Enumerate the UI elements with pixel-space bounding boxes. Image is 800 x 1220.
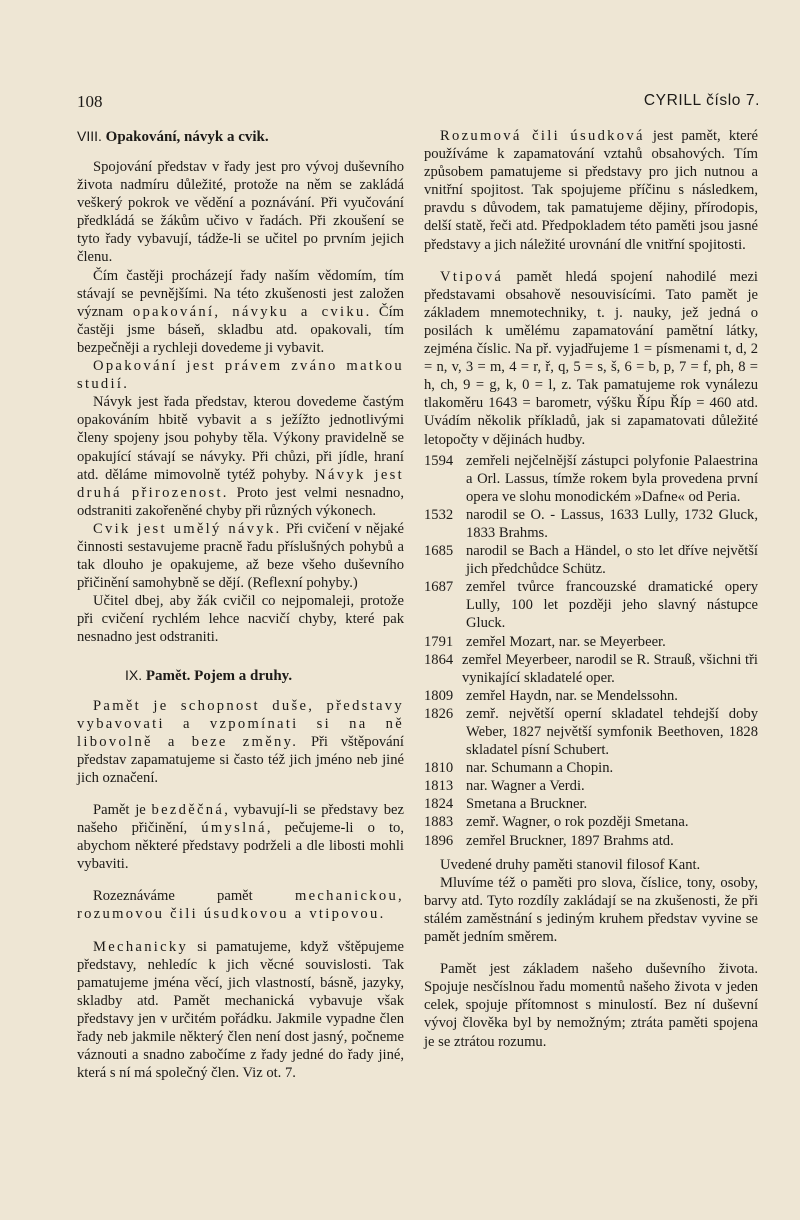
timeline-year: 1824 xyxy=(424,796,454,813)
timeline-text: zemřel tvůrce francouzské dramatické opery Lully, 100 let později jeho slavný nástupce Gluck. xyxy=(466,579,758,632)
paragraph: Rozeznáváme pamět mechanickou, rozumovou čili úsudkovou a vtipovou. xyxy=(77,888,404,923)
page-number: 108 xyxy=(77,92,103,111)
section-numeral: VIII. xyxy=(77,128,102,144)
timeline-item xyxy=(424,506,758,542)
section-title: Pamět. Pojem a druhy. xyxy=(145,667,293,684)
timeline-text: zemř. Wagner, o rok později Smetana. xyxy=(466,814,689,831)
timeline-year: 1896 xyxy=(424,832,454,849)
timeline-year: 1685 xyxy=(424,543,454,560)
section-numeral: IX. xyxy=(125,666,143,683)
timeline-list xyxy=(424,452,758,850)
timeline-year: 1864 xyxy=(424,651,454,668)
timeline-text: zemřel Bruckner, 1897 Brahms atd. xyxy=(466,832,674,849)
paragraph: Cvik jest umělý návyk. Při cvičení v nějaké činnosti sestavujeme pracně řadu příslušných pohybů a tak dlouho je opakujeme, až beze všeho duševního přičinění samohybně se dějí. (Reflexní pohyby.) xyxy=(77,520,405,592)
timeline-text: narodil se Bach a Händel, o sto let dříve největší jich předchůdce Schütz. xyxy=(466,543,758,578)
timeline-text: nar. Wagner a Verdi. xyxy=(466,778,585,795)
timeline-item xyxy=(424,759,758,777)
paragraph: Uvedené druhy paměti stanovil filosof Kant. xyxy=(440,856,701,873)
timeline-item xyxy=(424,813,758,831)
timeline-year: 1687 xyxy=(424,579,454,596)
timeline-year: 1791 xyxy=(424,633,454,650)
timeline-item xyxy=(424,795,758,813)
paragraph: Rozumová čili úsudková jest pamět, které používáme k zapamatování vztahů obsahových. Tím způsobem pamatujeme si představy pro jich nutnou a vnitřní spojitost. Tak spojujeme příčinu s následkem, pravdu s důvodem, tak pamatujeme dějiny, přírodopis, delší statě, řeči atd. Předpokladem této paměti jsou jasné představy a jich náležité urovnání dle vnitřní spojitosti. xyxy=(424,128,758,253)
timeline-text: zemřel Mozart, nar. se Meyerbeer. xyxy=(466,633,666,650)
timeline-item xyxy=(424,777,758,795)
timeline-text: zemřeli nejčelnější zástupci polyfonie Palaestrina a Orl. Lassus, tímže rokem byla provedena první opera ve slohu monodickém »Dafne« od Peria. xyxy=(466,452,758,505)
timeline-text: nar. Schumann a Chopin. xyxy=(466,760,614,777)
timeline-year: 1809 xyxy=(424,687,454,704)
section-title: Opakování, návyk a cvik. xyxy=(105,129,269,145)
timeline-item xyxy=(424,832,758,850)
timeline-text: narodil se O. - Lassus, 1633 Lully, 1732 Gluck, 1833 Brahms. xyxy=(466,506,758,541)
timeline-year: 1532 xyxy=(424,506,454,523)
timeline-year: 1594 xyxy=(424,452,454,469)
timeline-text: Smetana a Bruckner. xyxy=(466,796,588,813)
paragraph: Pamět je schopnost duše, představy vybavovati a vzpomínati si na ně libovolně a beze změny. Při vštěpování představ zapamatujeme si často též jich jméno neb jiné jich označení. xyxy=(77,697,404,786)
left-column xyxy=(77,127,404,1082)
paragraph: Mechanicky si pamatujeme, když vštěpujeme představy, nehledíc k jich věcné souvislosti. Tak pamatujeme jména věcí, jich vlastností, básně, jazyky, skladby atd. Pamět mechanická vybavuje však představy jen v určitém pořádku. Jakmile vypadne člen řady neb jakmile některý člen není dost jasný, počneme váznouti a snadno zabočíme z řady jedné do řady jiné, která s ní má společný člen. Viz ot. 7. xyxy=(77,938,404,1082)
timeline-item xyxy=(424,705,758,759)
paragraph: Pamět je bezděčná, vybavují-li se představy bez našeho přičinění, úmyslná, pečujeme-li o to, abychom některé představy podrželi a dle libosti mohli vybaviti. xyxy=(77,802,404,873)
section-heading-viii xyxy=(77,127,404,147)
timeline-item xyxy=(424,633,758,651)
timeline-year: 1883 xyxy=(424,814,454,831)
timeline-year: 1810 xyxy=(424,760,454,777)
running-header: CYRILL číslo 7. xyxy=(643,92,760,109)
timeline-text: zemřel Haydn, nar. se Mendelssohn. xyxy=(466,687,678,704)
timeline-text: zemř. největší operní skladatel tehdejší doby Weber, 1827 největší symfonik Beethoven, 1828 skladatel písní Schubert. xyxy=(466,705,758,759)
timeline-item xyxy=(424,651,758,687)
timeline-item xyxy=(424,542,758,578)
section-heading-ix xyxy=(125,666,404,686)
timeline-item xyxy=(424,687,758,705)
paragraph: Návyk jest řada představ, kterou dovedeme častým opakováním hbitě vybavit a s ježížto jednotlivými členy spojeny jsou pohyby těla. Výkony pravidelně se opakující stávají se návyky. Při chůzi, při jídle, hraní atd. děláme mimovolně tytéž pohyby. Návyk jest druhá přirozenost. Proto jest velmi nesnadno, odstraniti zakořeněné chyby při různých výkonech. xyxy=(77,394,404,519)
paragraph: Čím častěji procházejí řady naším vědomím, tím stávají se pevnějšími. Na této zkušenosti jest založen význam opakování, návyku a cviku. Čím častěji jsme báseň, skladbu atd. opakovali, tím bezpečněji a rychleji dovedeme ji vybavit. xyxy=(77,267,404,356)
paragraph: Mluvíme též o paměti pro slova, číslice, tony, osoby, barvy atd. Tyto rozdíly zakládají se na zkušenosti, že při stálém zaměstnání s jediným kruhem představ vyvine se pamět jedním směrem. xyxy=(424,874,758,946)
paragraph: Vtipová pamět hledá spojení nahodilé mezi představami obsahově nesouvisícími. Tato pamět je základem mnemotechniky, t. j. nauky, jež jedná o posilách k umělému zapamatování pamětní látky, zejména číslic. Na př. vyjadřujeme 1 = písmenami t, d, 2 = n, v, 3 = m, 4 = r, ř, q, 5 = s, š, 6 = b, p, 7 = f, ph, 8 = h, ch, 9 = g, k, 0 = l, z. Tak pamatujeme rok vynálezu tlakoměru 1643 = barometr, výšku Řípu Říp = 460 atd. Uvádím několik příkladů, jak si zapamatovati důležité letopočty v dějinách hudby. xyxy=(424,268,758,448)
paragraph: Opakování jest právem zváno matkou studií. xyxy=(77,358,404,393)
timeline-year: 1813 xyxy=(424,778,454,795)
timeline-text: zemřel Meyerbeer, narodil se R. Strauß, všichni tři vynikající skladatelé oper. xyxy=(462,651,758,686)
paragraph: Učitel dbej, aby žák cvičil co nejpomaleji, protože při cvičení rychlém lehce nacvičí chyby, které pak nesnadno jest odstraniti. xyxy=(77,593,404,646)
paragraph: Pamět jest základem našeho duševního života. Spojuje nesčíslnou řadu momentů našeho života v jeden celek, spojuje přítomnost s minulostí. Bez ní duševní vývoj člověka byl by nemožným; ztráta paměti spojena je se ztrátou rozumu. xyxy=(424,961,758,1050)
timeline-item xyxy=(424,452,758,506)
paragraph: Spojování představ v řady jest pro vývoj duševního života nadmíru důležité, protože na něm se zakládá veškerý pokrok ve vědění a poznávání. Při vyučování předkládá se žákům učivo v řadách. Při zkoušení se tyto řady vybavují, tádže-li se učitel po prvním jejich členu. xyxy=(77,159,404,266)
timeline-item xyxy=(424,578,758,632)
timeline-year: 1826 xyxy=(424,705,454,722)
right-column xyxy=(424,127,758,1051)
